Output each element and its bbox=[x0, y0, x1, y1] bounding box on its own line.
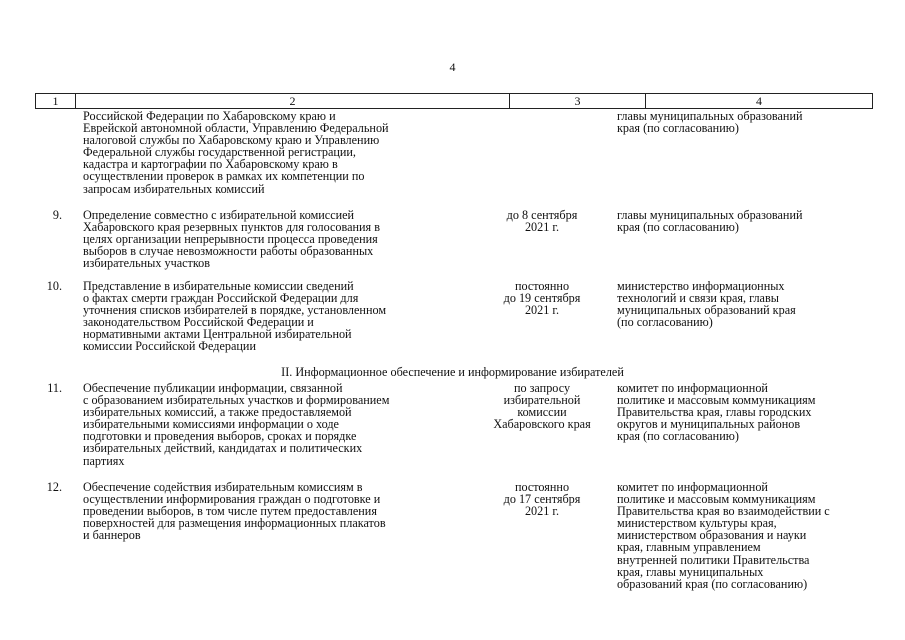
row-number: 11. bbox=[47, 381, 62, 395]
header-col-3: 3 bbox=[510, 94, 646, 108]
row-responsible: главы муниципальных образований края (по согласованию) bbox=[617, 208, 803, 235]
page-number: 4 bbox=[449, 60, 456, 74]
header-col-4: 4 bbox=[756, 94, 762, 108]
row-text: Российской Федерации по Хабаровскому краю и Еврейской автономной области, Управлению Федеральной налоговой службы по Хабаровскому краю и Управлению Федеральной службы государственной регистрации, кадастра и картографии по Хабаровскому краю в осуществлении проверок в рамках их компетенции по запросам избирательных комиссий bbox=[83, 109, 389, 196]
row-responsible: комитет по информационной политике и массовым коммуникациям Правительства края во взаимодействии с министерством культуры края, министерством образования и науки края, главным управлением внутренней политики Правительства края, главы муниципальных образований края (по согласованию) bbox=[617, 480, 830, 591]
row-responsible: комитет по информационной политике и массовым коммуникациям Правительства края, главы городских округов и муниципальных районов края (по согласованию) bbox=[617, 381, 816, 444]
header-col-2: 2 bbox=[76, 94, 510, 108]
row-term: до 8 сентября 2021 г. bbox=[506, 208, 578, 235]
header-col-1: 1 bbox=[36, 94, 76, 108]
row-responsible: главы муниципальных образований края (по согласованию) bbox=[617, 109, 803, 136]
row-term: постоянно до 19 сентября 2021 г. bbox=[503, 279, 581, 318]
row-number: 10. bbox=[46, 279, 62, 293]
row-term: постоянно до 17 сентября 2021 г. bbox=[503, 480, 581, 519]
row-term: по запросу избирательной комиссии Хабаровского края bbox=[493, 381, 591, 432]
row-text: Представление в избирательные комиссии сведений о фактах смерти граждан Российской Федерации для уточнения списков избирателей в порядке, установленном законодательством Российской Федерации и нормативными актами Центральной избирательной комиссии Российской Федерации bbox=[83, 279, 387, 354]
section-title: II. Информационное обеспечение и информирование избирателей bbox=[281, 365, 624, 379]
row-text: Обеспечение содействия избирательным комиссиям в осуществлении информирования граждан о подготовке и проведении выборов, в том числе путем предоставления поверхностей для размещения информационных плакатов и баннеров bbox=[83, 480, 386, 543]
row-responsible: министерство информационных технологий и связи края, главы муниципальных образований края (по согласованию) bbox=[617, 279, 796, 330]
table-header-row bbox=[35, 93, 873, 109]
row-text: Обеспечение публикации информации, связанной с образованием избирательных участков и формированием избирательных комиссий, а также предоставляемой избирательными комиссиями информации о ходе подготовки и проведения выборов, сроках и порядке избирательных действий, кандидатах и политических партиях bbox=[83, 381, 390, 468]
row-number: 9. bbox=[52, 208, 62, 222]
row-text: Определение совместно с избирательной комиссией Хабаровского края резервных пунктов для голосования в целях организации непрерывности процесса проведения выборов в случае невозможности работы образованных избирательных участков bbox=[83, 208, 380, 271]
row-number: 12. bbox=[46, 480, 62, 494]
